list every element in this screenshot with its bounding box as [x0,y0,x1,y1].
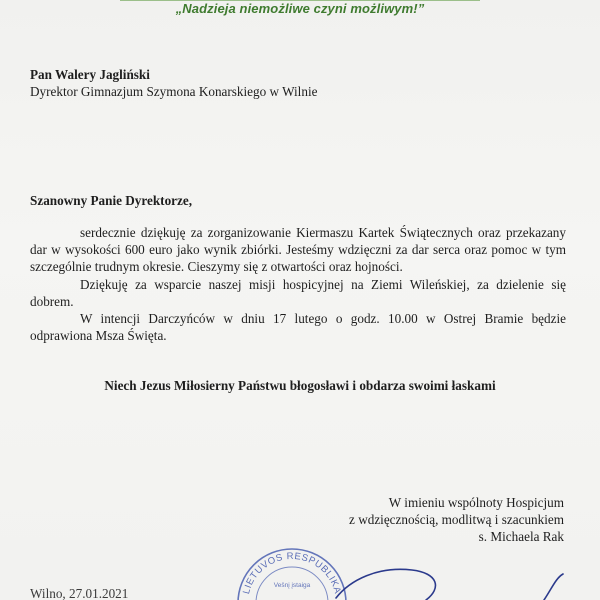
letter-date: Wilno, 27.01.2021 [30,586,129,600]
closing-line: z wdzięcznością, modlitwą i szacunkiem [349,512,564,528]
handwritten-signature-icon [330,552,600,600]
recipient-title: Dyrektor Gimnazjum Szymona Konarskiego w Wilnie [30,84,318,99]
letter-body [30,224,566,344]
salutation: Szanowny Panie Dyrektorze, [30,193,193,208]
closing-block [349,494,564,546]
body-paragraph: serdecznie dziękuję za zorganizowanie Kiermaszu Kartek Świątecznych oraz przekazany dar w wysokości 600 euro jako wynik zbiórki. Jesteśmy wdzięczni za dar serca oraz pomoc w tym szczególnie trudnym okresie. Cieszymy się z otwartości oraz hojności. [30,225,566,275]
body-paragraph: Dziękuję za wsparcie naszej misji hospicyjnej na Ziemi Wileńskiej, za dzielenie się dobrem. [30,276,566,309]
signatory-name: s. Michaela Rak [478,529,564,545]
body-paragraph: W intencji Darczyńców w dniu 17 lutego o godz. 10.00 w Ostrej Bramie będzie odprawiona Msza Święta. [30,311,566,344]
stamp-text: LIETUVOS RESPUBLIKA [241,550,344,596]
closing-line: W imieniu wspólnoty Hospicjum [388,495,564,510]
recipient-block [30,66,317,100]
blessing-line: Niech Jezus Miłosierny Państwu błogosławi i obdarza swoimi łaskami [104,378,496,393]
header-motto: „Nadzieja niemożliwe czyni możliwym!” [175,1,425,16]
stamp-inner-text: Vešnį įstaiga [273,582,311,589]
recipient-name: Pan Walery Jagliński [30,67,150,82]
